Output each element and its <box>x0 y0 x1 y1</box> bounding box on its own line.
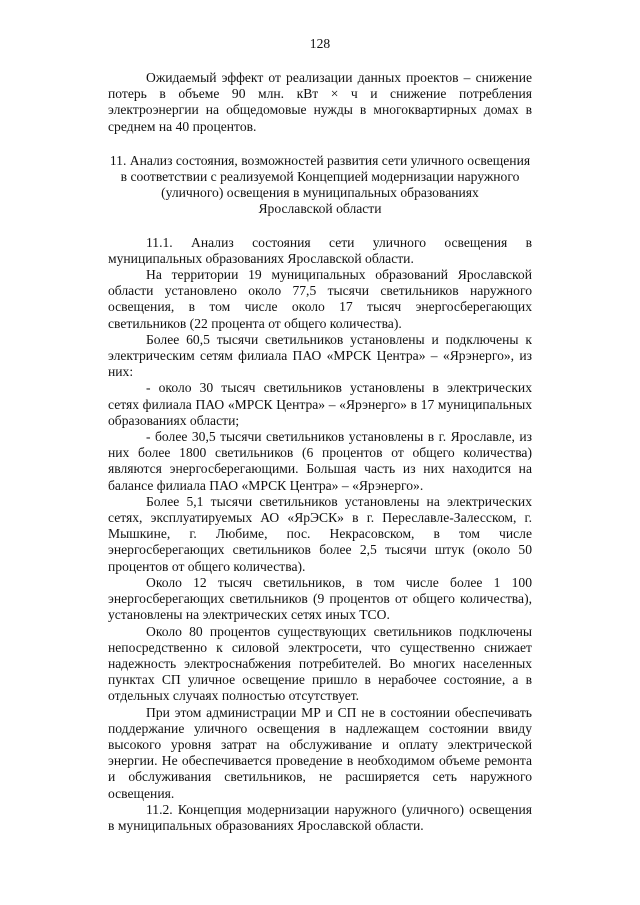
section-heading <box>108 153 532 218</box>
section-heading-line-1: 11. Анализ состояния, возможностей развития сети уличного освещения <box>109 152 531 168</box>
paragraph-administration: При этом администрации МР и СП не в состоянии обеспечивать поддержание уличного освещения в надлежащем состоянии ввиду высокого уровня затрат на обслуживание и оплату электрической энергии. Не обеспечивается проведение в необходимом объеме ремонта и обслуживания светильников, не расширяется сеть наружного освещения. <box>108 704 532 801</box>
paragraph-lamps-total: На территории 19 муниципальных образований Ярославской области установлено около 77,5 тысячи светильников наружного освещения, в том числе около 17 тысяч энергосберегающих светильников (22 процента от общего количества). <box>108 267 532 331</box>
paragraph-mrsk-lamps: Более 60,5 тысячи светильников установлены и подключены к электрическим сетям филиала ПАО «МРСК Центра» – «Ярэнерго», из них: <box>108 331 532 380</box>
paragraph-11-2: 11.2. Концепция модернизации наружного (уличного) освещения в муниципальных образованиях Ярославской области. <box>108 801 532 833</box>
paragraph-yaresk-lamps: Более 5,1 тысячи светильников установлены на электрических сетях, эксплуатируемых АО «ЯрЭСК» в г. Переславле-Залесском, г. Мышкине, г. Любиме, пос. Некрасовском, в том числе энергосберегающих светильников более 2,5 тысячи штук (около 50 процентов от общего количества). <box>108 493 532 574</box>
list-item-yaroslavl-lamps: - более 30,5 тысячи светильников установлены в г. Ярославле, из них более 1800 светильников (6 процентов от общего количества) являются энергосберегающими. Большая часть из них находится на балансе филиала ПАО «МРСК Центра» – «Ярэнерго». <box>108 429 532 493</box>
document-body <box>108 70 532 834</box>
section-heading-line-2: в соответствии с реализуемой Концепцией модернизации наружного <box>120 169 520 185</box>
section-heading-line-4: Ярославской области <box>258 201 382 217</box>
intro-paragraph: Ожидаемый эффект от реализации данных проектов – снижение потерь в объеме 90 млн. кВт × ч и снижение потребления электроэнергии на общедомовые нужды в многоквартирных домах в среднем на 40 процентов. <box>108 70 532 134</box>
paragraph-power-network: Около 80 процентов существующих светильников подключены непосредственно к силовой электросети, что существенно снижает надежность электроснабжения потребителей. Во многих населенных пунктах СП уличное освещение пришло в нерабочее состояние, а в отдельных случаях полностью отсутствует. <box>108 623 532 704</box>
paragraph-11-1: 11.1. Анализ состояния сети уличного освещения в муниципальных образованиях Ярославской области. <box>108 234 532 266</box>
page-number: 128 <box>309 36 331 51</box>
paragraph-other-tso-lamps: Около 12 тысяч светильников, в том числе более 1 100 энергосберегающих светильников (9 процентов от общего количества), установлены на электрических сетях иных ТСО. <box>108 574 532 623</box>
section-heading-line-3: (уличного) освещения в муниципальных образованиях <box>161 185 479 201</box>
list-item-municipal-lamps: - около 30 тысяч светильников установлены в электрических сетях филиала ПАО «МРСК Центра» – «Ярэнерго» в 17 муниципальных образованиях области; <box>108 380 532 428</box>
